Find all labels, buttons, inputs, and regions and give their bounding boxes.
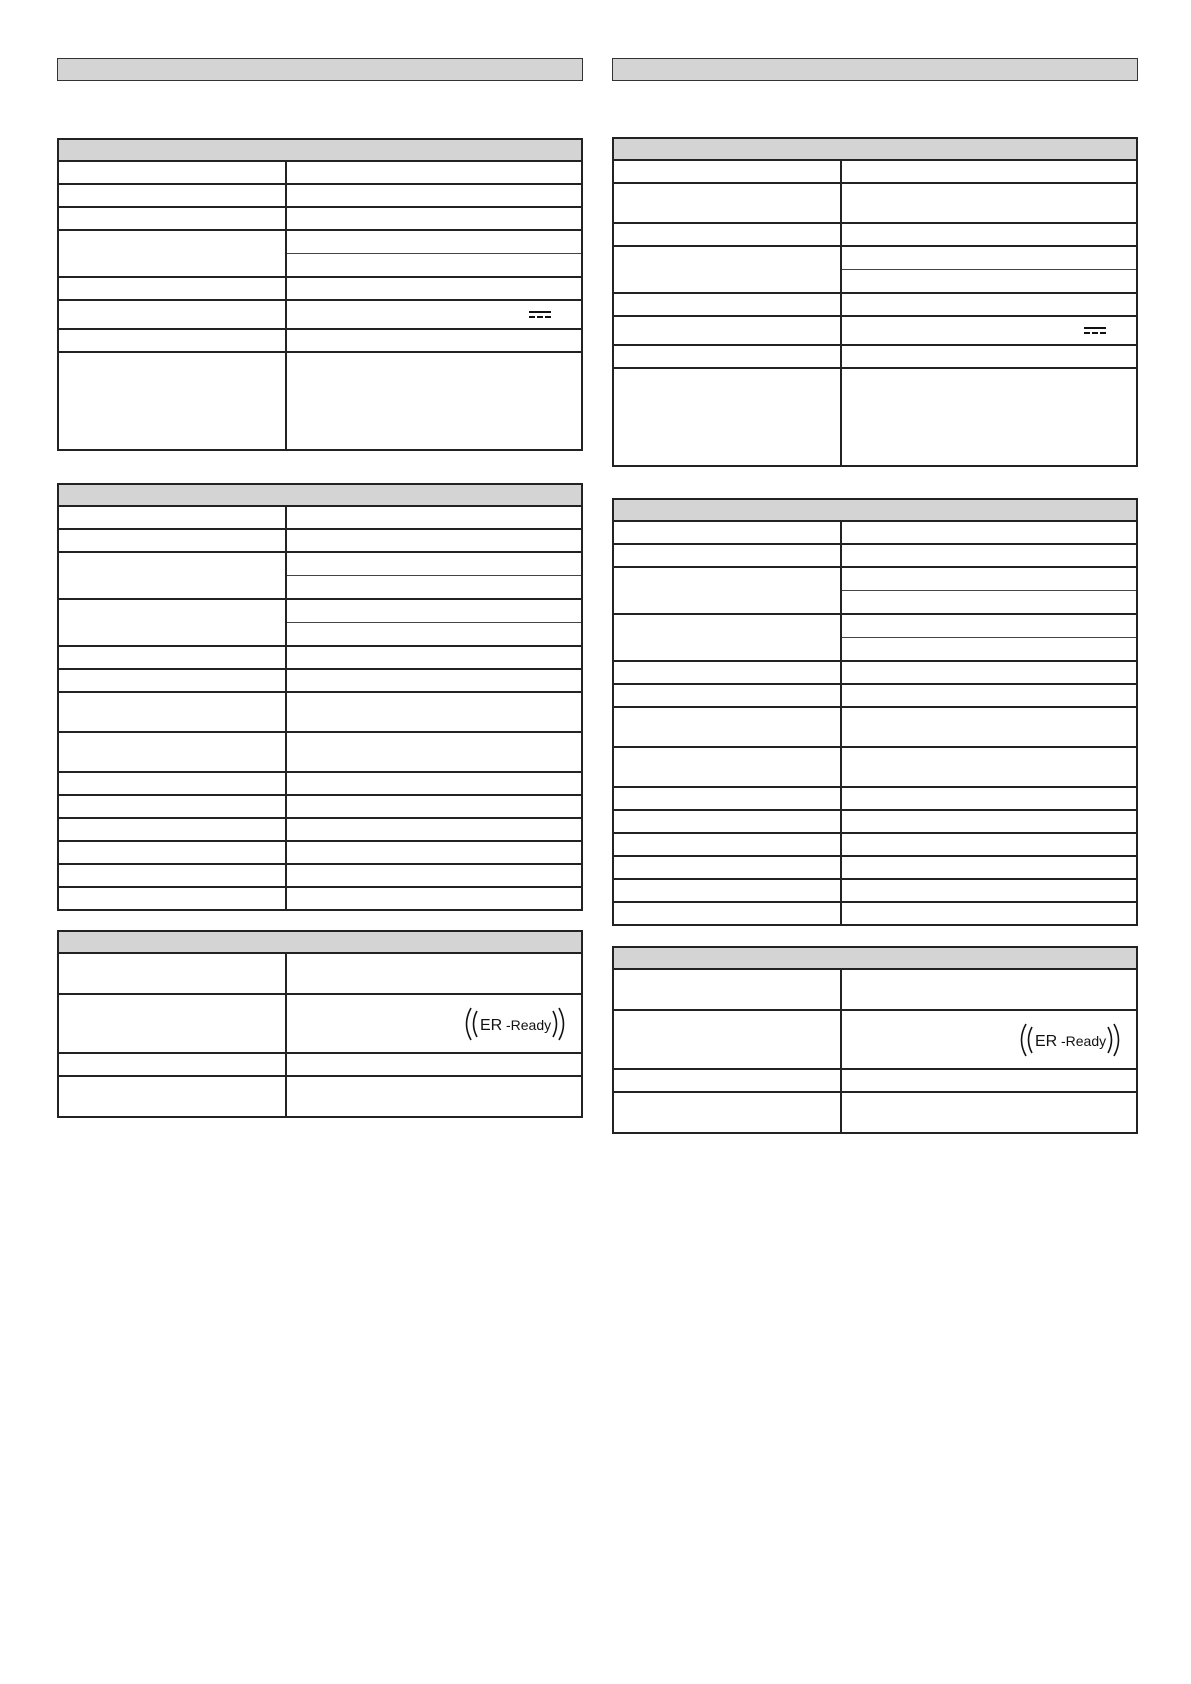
table-row (59, 773, 581, 796)
value-subcell (842, 637, 1136, 660)
value-cell (842, 224, 1136, 245)
value-cell (842, 1070, 1136, 1091)
table-row (59, 278, 581, 301)
value-cell (842, 369, 1136, 465)
right-title-bar (612, 58, 1138, 81)
table-row (59, 647, 581, 670)
value-cell (842, 662, 1136, 683)
table-row (614, 1093, 1136, 1134)
table-row (614, 161, 1136, 184)
label-cell (614, 685, 842, 706)
label-cell (59, 553, 287, 598)
table-row (614, 1070, 1136, 1093)
label-cell (59, 888, 287, 909)
label-cell (614, 1070, 842, 1091)
value-cell (842, 615, 1136, 660)
value-cell (842, 522, 1136, 543)
label-cell (614, 748, 842, 786)
label-cell (614, 970, 842, 1009)
value-cell (842, 545, 1136, 566)
label-cell (614, 161, 842, 182)
value-cell (287, 530, 581, 551)
label-cell (59, 353, 287, 449)
label-cell (59, 647, 287, 668)
table-row (59, 819, 581, 842)
value-cell (287, 670, 581, 691)
er-ready-logo (1016, 1020, 1122, 1060)
table-row (614, 811, 1136, 834)
table-row (614, 1011, 1136, 1070)
value-cell (842, 184, 1136, 222)
label-cell (59, 819, 287, 840)
value-cell (287, 796, 581, 817)
value-cell (287, 231, 581, 276)
label-cell (614, 1093, 842, 1132)
table-row (614, 568, 1136, 615)
table-row (614, 294, 1136, 317)
value-cell (287, 954, 581, 993)
label-cell (59, 330, 287, 351)
value-cell (842, 834, 1136, 855)
value-cell (287, 842, 581, 863)
left-title-bar (57, 58, 583, 81)
value-cell (287, 162, 581, 183)
table-header (614, 500, 1136, 522)
value-cell (287, 278, 581, 299)
value-cell (842, 903, 1136, 924)
label-cell (614, 184, 842, 222)
label-cell (614, 522, 842, 543)
direct-current-icon (1084, 327, 1106, 335)
table-row (614, 880, 1136, 903)
right-spec-table-1 (612, 137, 1138, 467)
value-subcell (287, 553, 581, 575)
value-subcell (842, 269, 1136, 292)
table-row (59, 733, 581, 773)
table-row (59, 231, 581, 278)
label-cell (59, 954, 287, 993)
table-row (614, 748, 1136, 788)
value-subcell (287, 231, 581, 253)
value-cell (842, 880, 1136, 901)
label-cell (59, 530, 287, 551)
table-row (59, 888, 581, 911)
label-cell (59, 733, 287, 771)
table-row (59, 600, 581, 647)
value-cell (842, 788, 1136, 809)
value-cell (287, 553, 581, 598)
value-subcell (842, 615, 1136, 637)
table-row (614, 788, 1136, 811)
table-row (59, 670, 581, 693)
label-cell (59, 995, 287, 1052)
label-cell (59, 507, 287, 528)
label-cell (614, 615, 842, 660)
label-cell (614, 662, 842, 683)
label-cell (614, 811, 842, 832)
table-row (614, 369, 1136, 467)
value-cell (287, 507, 581, 528)
value-cell (287, 1077, 581, 1116)
left-spec-table-1 (57, 138, 583, 451)
value-cell (287, 693, 581, 731)
table-row (59, 162, 581, 185)
table-row (59, 1054, 581, 1077)
table-row (614, 545, 1136, 568)
table-header (59, 140, 581, 162)
table-row (614, 247, 1136, 294)
er-logo-prefix: ER (1035, 1032, 1058, 1050)
value-cell (287, 773, 581, 794)
label-cell (614, 224, 842, 245)
table-header (614, 948, 1136, 970)
value-subcell (287, 575, 581, 598)
er-ready-logo (461, 1004, 567, 1044)
value-cell (287, 865, 581, 886)
value-cell (842, 161, 1136, 182)
right-spec-table-3 (612, 946, 1138, 1134)
value-cell (287, 600, 581, 645)
table-row (59, 353, 581, 451)
label-cell (614, 834, 842, 855)
value-cell (842, 970, 1136, 1009)
table-header (614, 139, 1136, 161)
label-cell (59, 231, 287, 276)
table-row (59, 995, 581, 1054)
right-spec-table-2 (612, 498, 1138, 926)
label-cell (59, 670, 287, 691)
label-cell (59, 865, 287, 886)
table-row (614, 346, 1136, 369)
table-row (59, 330, 581, 353)
value-cell (287, 1054, 581, 1075)
label-cell (59, 162, 287, 183)
table-row (614, 184, 1136, 224)
value-cell (287, 185, 581, 206)
table-row (59, 185, 581, 208)
value-cell (287, 995, 581, 1052)
value-subcell (842, 590, 1136, 613)
label-cell (59, 278, 287, 299)
table-row (614, 522, 1136, 545)
value-cell (287, 888, 581, 909)
value-cell (287, 353, 581, 449)
label-cell (614, 369, 842, 465)
value-cell (842, 708, 1136, 746)
table-row (614, 662, 1136, 685)
value-cell (842, 247, 1136, 292)
value-subcell (842, 247, 1136, 269)
value-cell (842, 857, 1136, 878)
table-row (59, 530, 581, 553)
label-cell (614, 317, 842, 344)
value-cell (842, 568, 1136, 613)
table-row (614, 903, 1136, 926)
label-cell (59, 301, 287, 328)
table-row (614, 317, 1136, 346)
table-row (614, 685, 1136, 708)
direct-current-icon (529, 311, 551, 319)
value-cell (842, 811, 1136, 832)
left-spec-table-2 (57, 483, 583, 911)
label-cell (614, 294, 842, 315)
value-cell (842, 748, 1136, 786)
label-cell (59, 773, 287, 794)
value-cell (842, 1011, 1136, 1068)
value-subcell (287, 600, 581, 622)
label-cell (59, 185, 287, 206)
label-cell (614, 788, 842, 809)
label-cell (59, 1054, 287, 1075)
value-subcell (287, 253, 581, 276)
label-cell (614, 568, 842, 613)
label-cell (59, 208, 287, 229)
label-cell (59, 842, 287, 863)
table-row (614, 708, 1136, 748)
label-cell (59, 1077, 287, 1116)
table-row (59, 208, 581, 231)
table-row (614, 970, 1136, 1011)
value-cell (842, 317, 1136, 344)
value-cell (287, 330, 581, 351)
value-cell (287, 647, 581, 668)
label-cell (614, 247, 842, 292)
value-cell (842, 685, 1136, 706)
value-subcell (287, 622, 581, 645)
er-logo-suffix: -Ready (506, 1016, 552, 1033)
label-cell (614, 880, 842, 901)
value-cell (287, 301, 581, 328)
table-row (59, 507, 581, 530)
value-cell (842, 294, 1136, 315)
value-cell (287, 208, 581, 229)
value-cell (842, 346, 1136, 367)
er-logo-suffix: -Ready (1061, 1032, 1107, 1049)
table-row (614, 615, 1136, 662)
table-row (59, 954, 581, 995)
table-row (614, 834, 1136, 857)
table-row (59, 842, 581, 865)
label-cell (614, 1011, 842, 1068)
table-header (59, 932, 581, 954)
table-row (614, 857, 1136, 880)
label-cell (614, 346, 842, 367)
table-row (59, 301, 581, 330)
table-row (59, 553, 581, 600)
table-row (59, 1077, 581, 1118)
label-cell (614, 857, 842, 878)
value-cell (842, 1093, 1136, 1132)
label-cell (614, 903, 842, 924)
label-cell (59, 796, 287, 817)
table-row (614, 224, 1136, 247)
label-cell (59, 693, 287, 731)
left-spec-table-3 (57, 930, 583, 1118)
table-row (59, 865, 581, 888)
value-subcell (842, 568, 1136, 590)
value-cell (287, 819, 581, 840)
table-header (59, 485, 581, 507)
value-cell (287, 733, 581, 771)
er-logo-prefix: ER (480, 1016, 503, 1034)
table-row (59, 693, 581, 733)
table-row (59, 796, 581, 819)
label-cell (59, 600, 287, 645)
label-cell (614, 545, 842, 566)
label-cell (614, 708, 842, 746)
